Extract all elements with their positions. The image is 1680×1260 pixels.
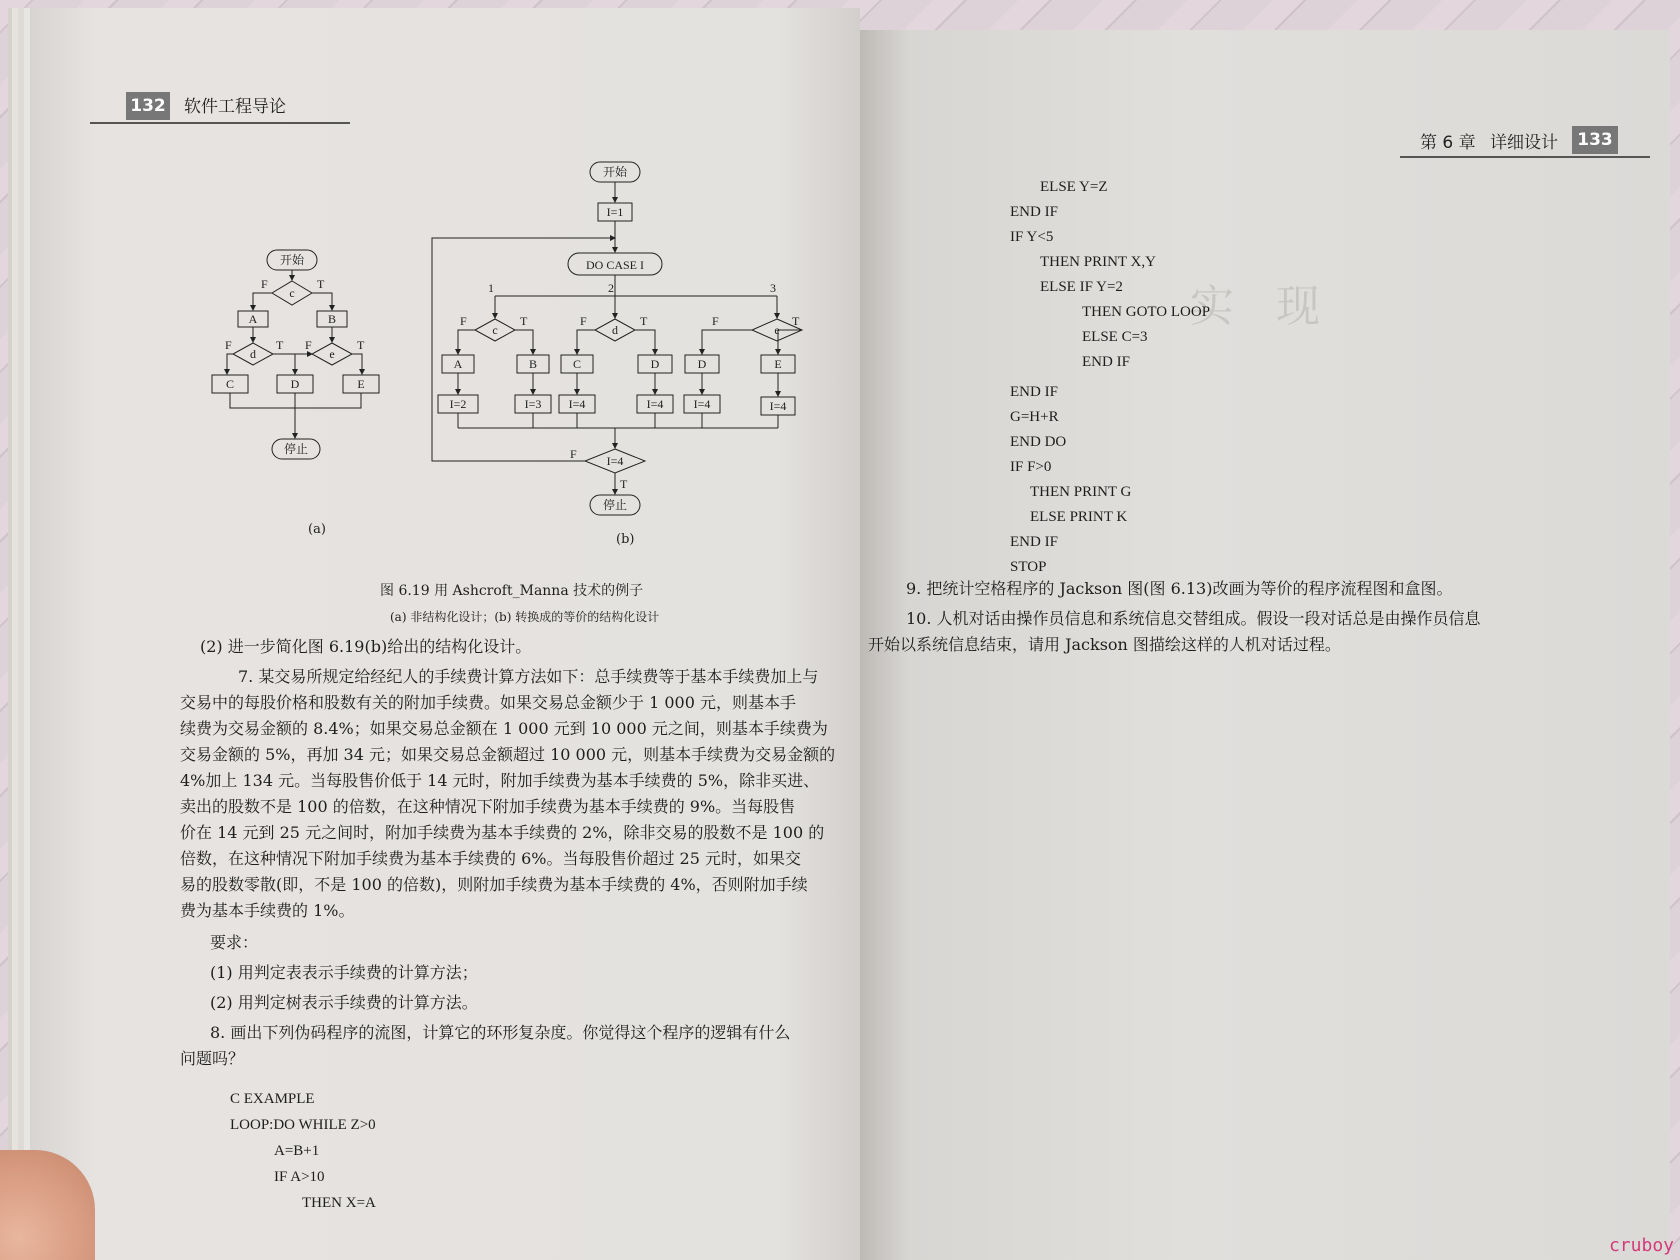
watermark: cruboy (1608, 1235, 1674, 1256)
figure-caption: 图 6.19 用 Ashcroft_Manna 技术的例子 (380, 583, 644, 599)
header-rule (90, 122, 350, 124)
text-line: (1) 用判定表表示手续费的计算方法； (210, 963, 478, 982)
code-line: THEN PRINT G (1030, 484, 1132, 500)
flowchart-b-t2: T (640, 314, 648, 328)
code-line: A=B+1 (274, 1143, 320, 1159)
page-number: 132 (126, 92, 170, 120)
text-line: (2) 用判定树表示手续费的计算方法。 (210, 993, 478, 1012)
flowchart-a (205, 248, 435, 488)
chapter-number: 第 6 章 (1420, 133, 1476, 153)
flowchart-b-f3: F (712, 314, 719, 328)
code-line: THEN GOTO LOOP (1082, 304, 1211, 320)
text-line: 交易中的每股价格和股数有关的附加手续费。如果交易总金额少于 1 000 元，则基本手 (180, 693, 796, 712)
flowchart-b-n2: 2 (608, 281, 614, 295)
header-rule (1400, 156, 1650, 158)
code-line: G=H+R (1010, 409, 1059, 425)
text-line: 费为基本手续费的 1%。 (180, 901, 355, 920)
flowchart-b-start: 开始 (602, 165, 628, 179)
text-line: 价在 14 元到 25 元之间时，附加手续费为基本手续费的 2%，除非交易的股数不是 100 的 (180, 823, 825, 842)
flowchart-b-f4: F (570, 447, 577, 461)
flowchart-b-t1: T (520, 314, 528, 328)
flowchart-b-f1: F (460, 314, 467, 328)
bleed-through-heading: 实 现 (1190, 281, 1320, 332)
flowchart-b-i4a: I=4 (568, 397, 586, 411)
flowchart-a-f3: F (305, 338, 312, 352)
code-line: LOOP:DO WHILE Z>0 (230, 1117, 376, 1133)
text-line: 开始以系统信息结束，请用 Jackson 图描绘这样的人机对话过程。 (868, 635, 1341, 654)
flowchart-b-stop: 停止 (602, 498, 628, 512)
flowchart-b-D2: D (697, 357, 707, 371)
code-line: END IF (1082, 354, 1130, 370)
flowchart-b-d: d (612, 323, 618, 337)
flowchart-b-n1: 1 (488, 281, 494, 295)
flowchart-a-D: D (290, 377, 300, 391)
flowchart-b-i3: I=3 (524, 397, 542, 411)
page-number: 133 (1572, 126, 1618, 154)
code-line: ELSE PRINT K (1030, 509, 1128, 525)
code-line: END IF (1010, 204, 1058, 220)
right-page (860, 30, 1670, 1260)
flowchart-a-f2: F (225, 338, 232, 352)
text-line: 8. 画出下列伪码程序的流图，计算它的环形复杂度。你觉得这个程序的逻辑有什么 (210, 1023, 791, 1042)
figure-subcaption: (a) 非结构化设计；(b) 转换成的等价的结构化设计 (390, 610, 660, 624)
flowchart-a-A: A (248, 312, 258, 326)
flowchart-a-B: B (327, 312, 337, 326)
code-line: IF A>10 (274, 1169, 325, 1185)
flowchart-b-D1: D (650, 357, 660, 371)
flowchart-a-c: c (289, 286, 295, 300)
code-line: END DO (1010, 434, 1067, 450)
flowchart-b-E: E (774, 357, 782, 371)
flowchart-b-i4c: I=4 (693, 397, 711, 411)
flowchart-b-B: B (528, 357, 538, 371)
flowchart-b-i1: I=1 (606, 205, 624, 219)
figure-label-a: (a) (308, 522, 326, 537)
flowchart-b-c: c (492, 323, 498, 337)
code-line: IF Y<5 (1010, 229, 1054, 245)
flowchart-b-case: DO CASE I (585, 258, 645, 272)
left-page (30, 8, 860, 1260)
flowchart-b-cond: I=4 (606, 454, 624, 468)
text-line: 卖出的股数不是 100 的倍数，在这种情况下附加手续费为基本手续费的 9%。当每股售 (180, 797, 796, 816)
code-line: C EXAMPLE (230, 1091, 315, 1107)
flowchart-a-start: 开始 (279, 253, 305, 267)
text-line: 易的股数零散(即，不是 100 的倍数)，则附加手续费为基本手续费的 4%，否则附加手续 (180, 875, 808, 894)
flowchart-b-i4d: I=4 (769, 399, 787, 413)
flowchart-b-A: A (453, 357, 463, 371)
code-line: ELSE Y=Z (1040, 179, 1108, 195)
text-line: 4%加上 134 元。当每股售价低于 14 元时，附加手续费为基本手续费的 5%，除非买进、 (180, 771, 820, 790)
flowchart-a-e: e (329, 347, 335, 361)
flowchart-a-stop: 停止 (283, 442, 309, 456)
code-line: END IF (1010, 384, 1058, 400)
text-line: 问题吗？ (180, 1049, 245, 1068)
code-line: STOP (1010, 559, 1047, 575)
flowchart-b-i4b: I=4 (646, 397, 664, 411)
text-line: 倍数，在这种情况下附加手续费为基本手续费的 6%。当每股售价超过 25 元时，如果交 (180, 849, 802, 868)
flowchart-b (420, 158, 820, 538)
book-title: 软件工程导论 (184, 97, 286, 117)
text-line: 交易金额的 5%，再加 34 元；如果交易总金额超过 10 000 元，则基本手续费为交易金额的 (180, 745, 836, 764)
flowchart-b-C: C (572, 357, 582, 371)
flowchart-b-i2: I=2 (449, 397, 467, 411)
flowchart-a-d: d (250, 347, 256, 361)
flowchart-a-t3: T (357, 338, 365, 352)
code-line: END IF (1010, 534, 1058, 550)
code-line: THEN PRINT X,Y (1040, 254, 1156, 270)
text-line: 要求： (210, 933, 259, 952)
flowchart-a-E: E (357, 377, 365, 391)
flowchart-a-C: C (225, 377, 235, 391)
flowchart-a-t2: T (276, 338, 284, 352)
flowchart-b-t3: T (792, 314, 800, 328)
text-line: 7. 某交易所规定给经纪人的手续费计算方法如下：总手续费等于基本手续费加上与 (238, 667, 819, 686)
flowchart-b-t4: T (620, 477, 628, 491)
code-line: IF F>0 (1010, 459, 1052, 475)
chapter-title: 详细设计 (1490, 133, 1558, 153)
text-line: 9. 把统计空格程序的 Jackson 图(图 6.13)改画为等价的程序流程图和盒图。 (906, 579, 1453, 598)
code-line: ELSE IF Y=2 (1040, 279, 1123, 295)
text-line: 续费为交易金额的 8.4%；如果交易总金额在 1 000 元到 10 000 元之间，则基本手续费为 (180, 719, 828, 738)
flowchart-a-t1: T (317, 277, 325, 291)
flowchart-b-f2: F (580, 314, 587, 328)
code-line: ELSE C=3 (1082, 329, 1148, 345)
text-line: 10. 人机对话由操作员信息和系统信息交替组成。假设一段对话总是由操作员信息 (906, 609, 1481, 628)
text-line: (2) 进一步简化图 6.19(b)给出的结构化设计。 (200, 637, 532, 656)
code-line: THEN X=A (302, 1195, 376, 1211)
figure-label-b: (b) (616, 532, 635, 547)
flowchart-b-e: e (774, 323, 780, 337)
flowchart-a-f1: F (261, 277, 268, 291)
flowchart-b-n3: 3 (770, 281, 776, 295)
